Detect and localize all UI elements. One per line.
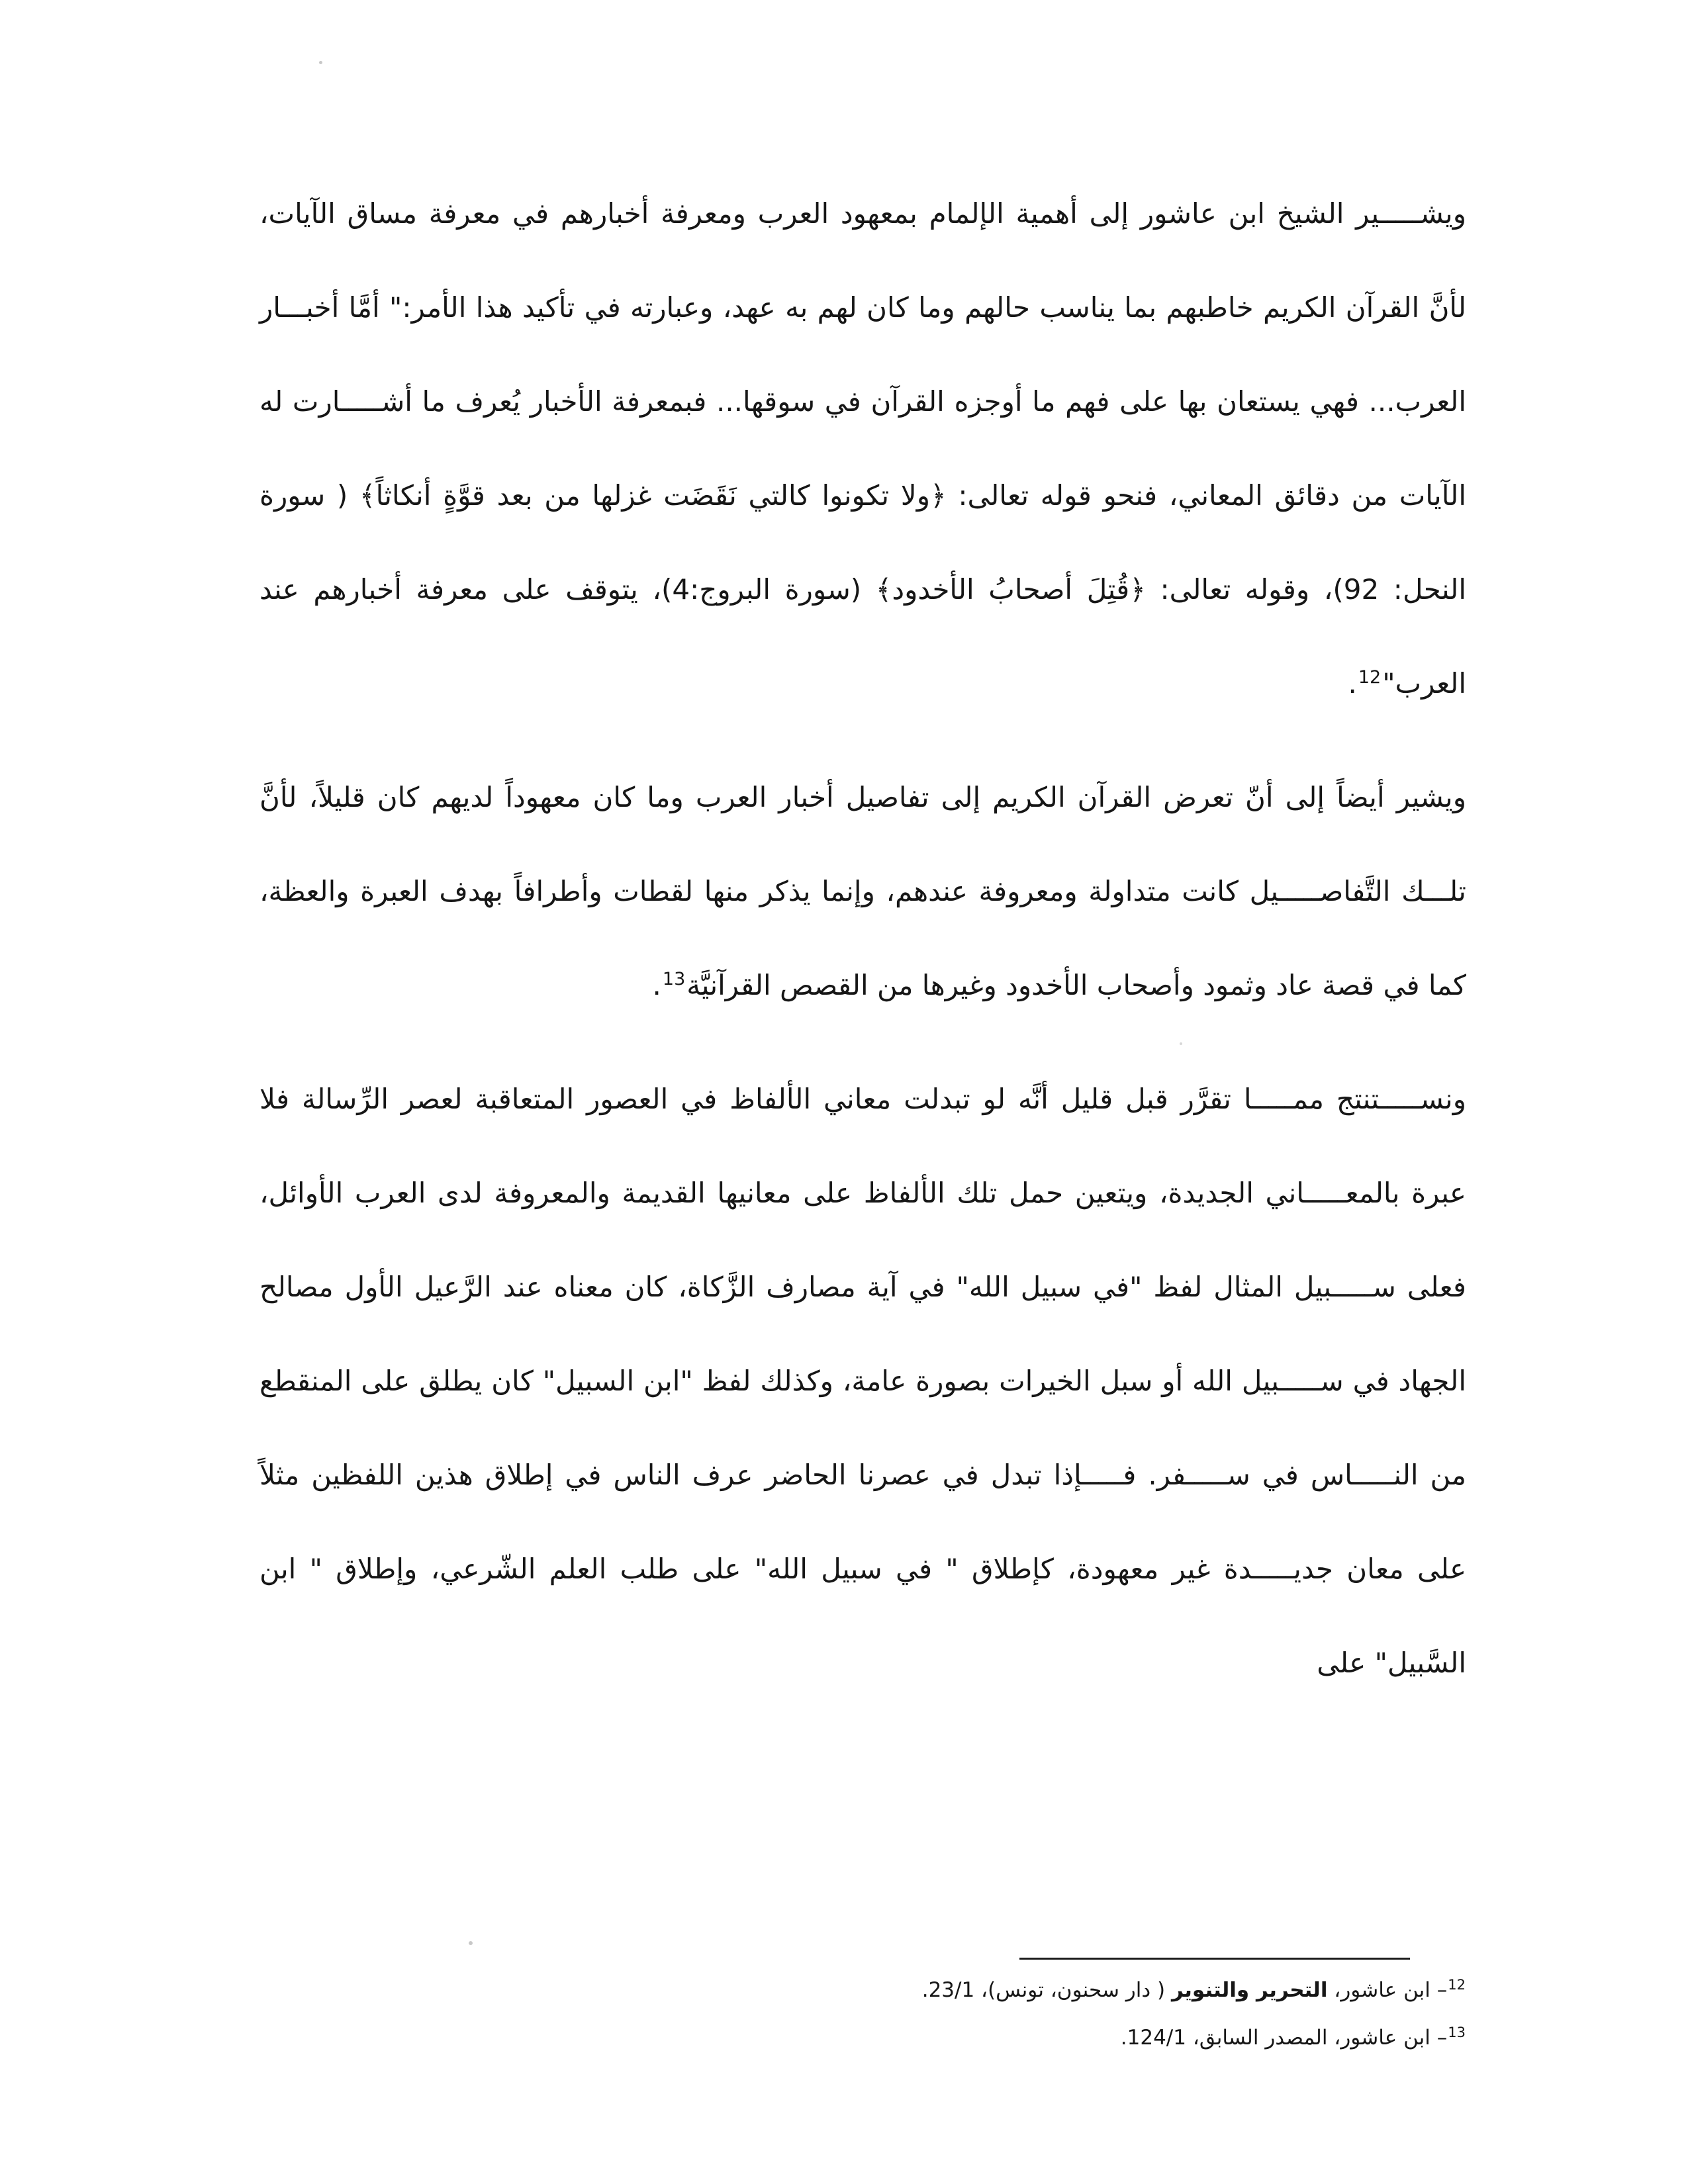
footnote-12-marker: 12	[1448, 1976, 1466, 1993]
paragraph-2	[259, 751, 1466, 1032]
paragraph-3	[259, 1052, 1466, 1710]
footnote-ref-12: 12	[1358, 667, 1382, 688]
footnote-area	[259, 1958, 1466, 2062]
scan-speck	[469, 1941, 473, 1945]
footnote-12	[259, 1966, 1466, 2014]
footnote-12-author: – ابن عاشور،	[1327, 1978, 1448, 2002]
paragraph-1-end: .	[1348, 667, 1357, 700]
footnote-13-rest: المصدر السابق، 124/1.	[1120, 2026, 1328, 2050]
body-text	[259, 167, 1466, 1710]
paragraph-1-text: ويشـــــير الشيخ ابن عاشور إلى أهمية الإلمام بمعهود العرب ومعرفة أخبارهم في معرفة مساق الآيات، لأنَّ القرآن الكريم خاطبهم بما يناسب حالهم وما كان لهم به عهد، وعبارته في تأكيد هذا الأمر:" أمَّا أخبـــار العرب... فهي يستعان بها على فهم ما أوجزه القرآن في سوقها... فبمعرفة الأخبار يُعرف ما أشـــــارت له الآيات من دقائق المعاني، فنحو قوله تعالى: ﴿ولا تكونوا كالتي نَقَضَت غزلها من بعد قوَّةٍ أنكاثاً﴾ ( سورة النحل: 92)، وقوله تعالى: ﴿قُتِلَ أصحابُ الأخدود﴾ (سورة البروج:4)، يتوقف على معرفة أخبارهم عند العرب"	[259, 197, 1467, 700]
footnote-13-author: – ابن عاشور،	[1327, 2026, 1448, 2050]
footnote-12-rest: ( دار سحنون، تونس)، 23/1.	[921, 1978, 1172, 2002]
footnote-12-title: التحرير والتنوير	[1171, 1978, 1328, 2002]
paragraph-2-end: .	[652, 969, 661, 1001]
footnote-13	[259, 2014, 1466, 2062]
scan-speck	[319, 61, 322, 64]
footnote-13-marker: 13	[1448, 2024, 1466, 2040]
footnote-separator	[1019, 1958, 1410, 1960]
footnote-ref-13: 13	[662, 969, 686, 989]
paragraph-1	[259, 167, 1466, 731]
paragraph-2-text: ويشير أيضاً إلى أنّ تعرض القرآن الكريم إلى تفاصيل أخبار العرب وما كان معهوداً لديهم كان قليلاً، لأنَّ تلـــك التَّفاصـــــيل كانت متداولة ومعروفة عندهم، وإنما يذكر منها لقطات وأطرافاً بهدف العبرة والعظة، كما في قصة عاد وثمود وأصحاب الأخدود وغيرها من القصص القرآنيَّة	[259, 781, 1466, 1001]
paragraph-3-text: ونســـــتنتج ممـــــا تقرَّر قبل قليل أنَّه لو تبدلت معاني الألفاظ في العصور المتعاقبة لعصر الرِّسالة فلا عبرة بالمعـــــاني الجديدة، ويتعين حمل تلك الألفاظ على معانيها القديمة والمعروفة لدى العرب الأوائل، فعلى ســـــبيل المثال لفظ "في سبيل الله" في آية مصارف الزَّكاة، كان معناه عند الرَّعيل الأول مصالح الجهاد في ســـــبيل الله أو سبل الخيرات بصورة عامة، وكذلك لفظ "ابن السبيل" كان يطلق على المنقطع من النـــــاس في ســـــفر. فـــــإذا تبدل في عصرنا الحاضر عرف الناس في إطلاق هذين اللفظين مثلاً على معان جديـــــدة غير معهودة، كإطلاق " في سبيل الله" على طلب العلم الشّرعي، وإطلاق " ابن السَّبيل" على	[259, 1083, 1466, 1679]
